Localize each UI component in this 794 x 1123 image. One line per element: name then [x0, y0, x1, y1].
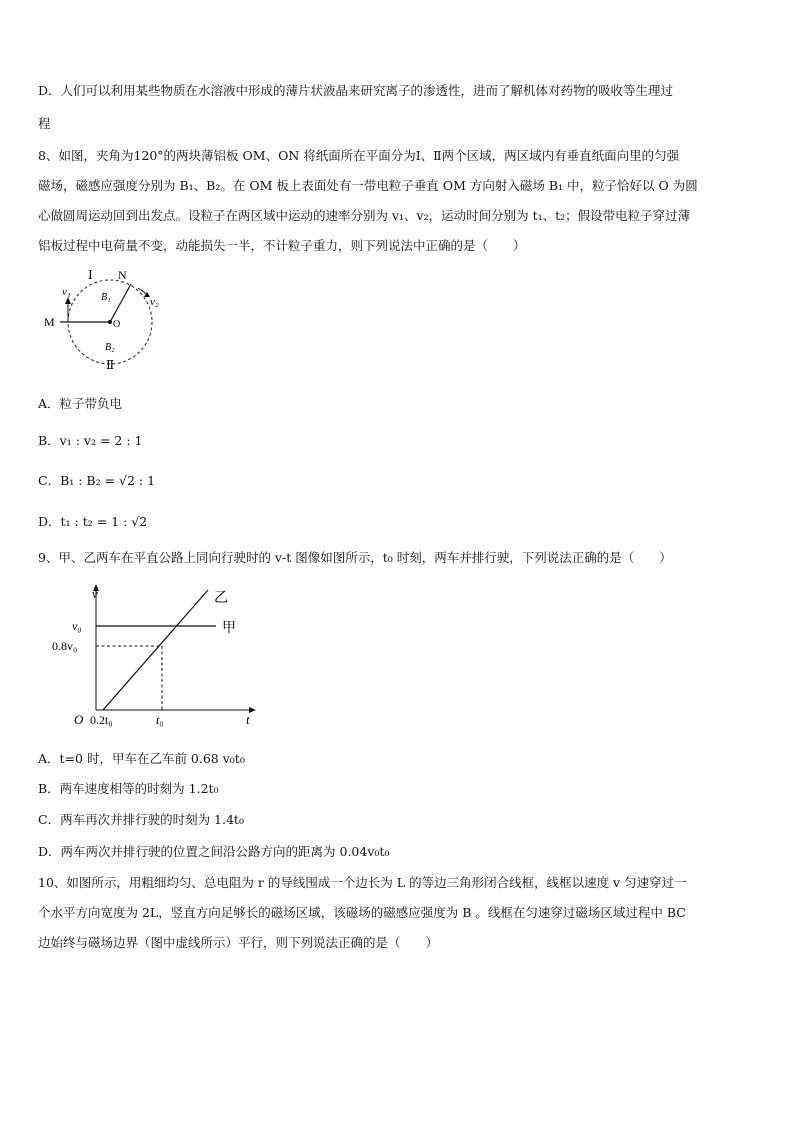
q9-option-c: C．两车再次并排行驶的时刻为 1.4t₀: [38, 812, 244, 827]
q8-label-v2: v₂: [150, 296, 159, 308]
q9-tick-08v0: 0.8v₀: [52, 639, 78, 653]
q8-label-II: Ⅱ: [106, 358, 115, 372]
q8-figure: [38, 262, 178, 374]
q8-stem-line3: 心做圆周运动回到出发点。设粒子在两区域中运动的速率分别为 v₁、v₂，运动时间分别为 t₁、t₂；假设带电粒子穿过薄: [38, 208, 691, 223]
q8-label-O: O: [113, 319, 121, 330]
q9-option-a: A．t=0 时，甲车在乙车前 0.68 v₀t₀: [38, 751, 245, 766]
q8-option-a: A．粒子带负电: [38, 396, 123, 411]
q9-option-b: B．两车速度相等的时刻为 1.2t₀: [38, 781, 219, 796]
q9-tick-t0: t₀: [156, 713, 164, 727]
q9-vt-graph: [52, 580, 278, 730]
q9-option-d: D．两车两次并排行驶的位置之间沿公路方向的距离为 0.04v₀t₀: [38, 844, 390, 859]
q8-stem-line1: 8、如图，夹角为120°的两块薄铝板 OM、ON 将纸面所在平面分为Ⅰ、Ⅱ两个区域，两区域内有垂直纸面向里的匀强: [38, 148, 680, 163]
q8-option-c: C．B₁ : B₂ = √2 : 1: [38, 473, 156, 488]
q8-label-M: M: [44, 315, 55, 329]
q7-option-d-line1: D．人们可以利用某些物质在水溶液中形成的薄片状液晶来研究离子的渗透性，进而了解机体对药物的吸收等生理过: [38, 83, 674, 98]
q9-label-origin: O: [74, 712, 84, 727]
q8-label-v1: v₁: [62, 286, 71, 298]
q8-center-dot: [108, 320, 112, 324]
q9-label-yi: 乙: [214, 591, 228, 606]
q9-label-v: v: [92, 586, 98, 601]
q9-label-t: t: [246, 712, 250, 727]
q10-stem-line3: 边始终与磁场边界（图中虚线所示）平行，则下列说法正确的是（ ）: [38, 935, 439, 950]
q8-label-N: N: [118, 268, 127, 282]
q7-option-d-line2: 程: [38, 116, 51, 131]
q8-stem-line4: 铝板过程中电荷量不变，动能损失一半，不计粒子重力，则下列说法中正确的是（ ）: [38, 238, 526, 253]
q9-line-yi: [103, 590, 208, 710]
q8-option-d: D．t₁ : t₂ = 1 : √2: [38, 514, 148, 529]
q9-label-jia: 甲: [222, 621, 236, 636]
q8-label-B1: B₁: [101, 292, 111, 303]
q9-tick-02t0: 0.2t₀: [90, 713, 113, 727]
q8-stem-line2: 磁场，磁感应强度分别为 B₁、B₂。在 OM 板上表面处有一带电粒子垂直 OM 方向射入磁场 B₁ 中，粒子恰好以 O 为圆: [38, 178, 698, 193]
q9-tick-v0: v₀: [72, 619, 82, 633]
q8-option-b: B．v₁ : v₂ = 2 : 1: [38, 433, 143, 448]
q10-stem-line1: 10、如图所示，用粗细均匀、总电阻为 r 的导线围成一个边长为 L 的等边三角形闭合线框，线框以速度 v 匀速穿过一: [38, 875, 687, 890]
q10-stem-line2: 个水平方向宽度为 2L，竖直方向足够长的磁场区域，该磁场的磁感应强度为 B 。线框在匀速穿过磁场区域过程中 BC: [38, 905, 686, 920]
q8-label-I: Ⅰ: [88, 268, 93, 282]
q8-label-B2: B₂: [105, 342, 115, 353]
q8-plate-on: [110, 284, 131, 322]
q9-stem-line1: 9、甲、乙两车在平直公路上同向行驶时的 v-t 图像如图所示，t₀ 时刻，两车并排行驶，下列说法正确的是（ ）: [38, 550, 672, 565]
